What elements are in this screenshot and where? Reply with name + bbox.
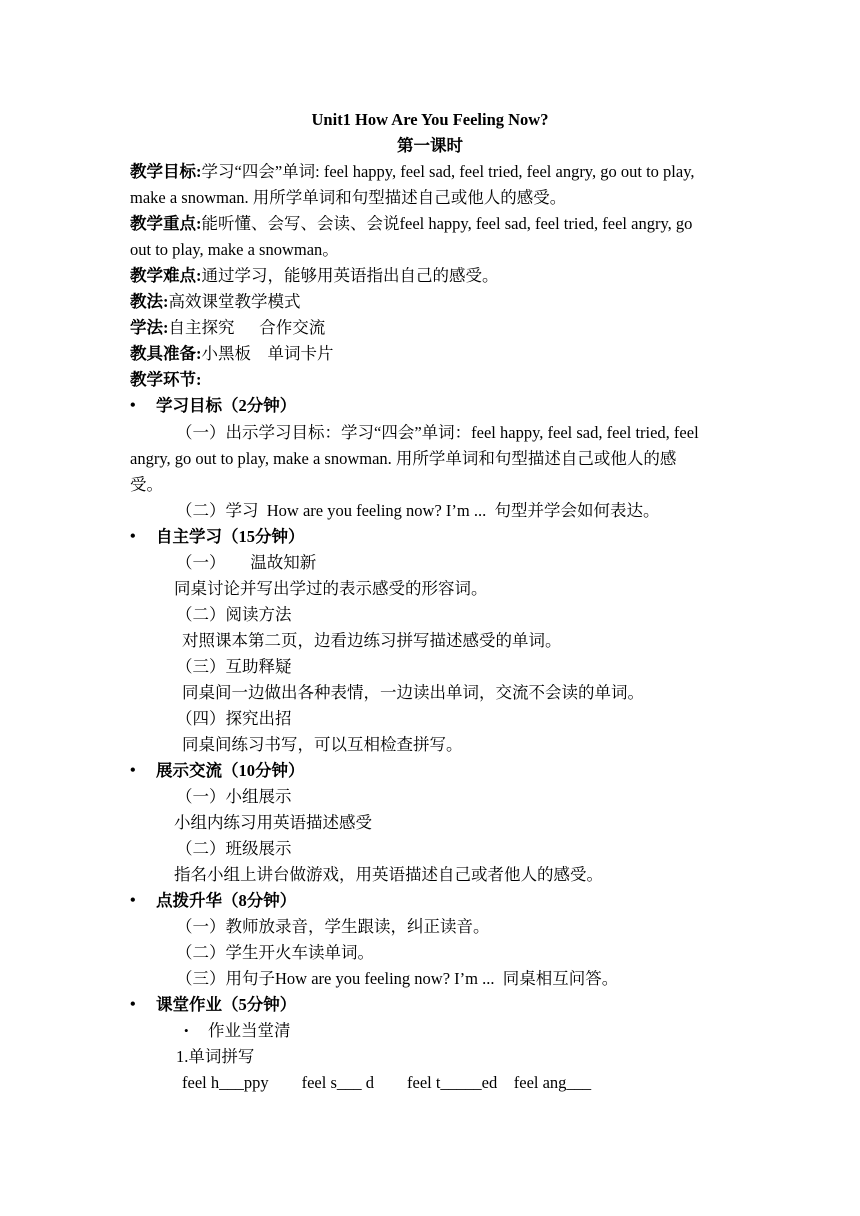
section-heading-3: 展示交流（10分钟）	[156, 761, 305, 780]
study-text: 自主探究 合作交流	[168, 318, 326, 337]
tools-label: 教具准备:	[130, 344, 202, 363]
bullet-icon: •	[130, 528, 136, 545]
keypoints-text-1: 能听懂、会写、会读、会说feel happy, feel sad, feel tried, feel angry, go	[201, 214, 693, 233]
method-line	[130, 289, 738, 315]
section-1-line-2: angry, go out to play, make a snowman. 用所学单词和句型描述自己或他人的感	[130, 449, 677, 468]
section-2-line-7: （四）探究出招	[176, 709, 292, 728]
section-3-line-3: （二）班级展示	[176, 839, 292, 858]
section-2-line-2: 同桌讨论并写出学过的表示感受的形容词。	[174, 579, 488, 598]
document-title: Unit1 How Are You Feeling Now?	[311, 110, 549, 129]
section-2-line-5: （三）互助释疑	[176, 657, 292, 676]
section-4-line-1: （一）教师放录音，学生跟读，纠正读音。	[176, 917, 490, 936]
section-heading-1: 学习目标（2分钟）	[156, 396, 297, 415]
section-5-sub: 作业当堂清	[208, 1021, 291, 1040]
section-3-line-4: 指名小组上讲台做游戏，用英语描述自己或者他人的感受。	[174, 865, 603, 884]
section-5-line-1: 1.单词拼写	[176, 1047, 255, 1066]
section-3-line-1: （一）小组展示	[176, 787, 292, 806]
bullet-icon: •	[130, 397, 136, 414]
objectives-label: 教学目标:	[130, 162, 202, 181]
bullet-icon: •	[130, 892, 136, 909]
section-heading-2: 自主学习（15分钟）	[156, 527, 305, 546]
section-2-line-3: （二）阅读方法	[176, 605, 292, 624]
section-heading-4: 点拨升华（8分钟）	[156, 891, 297, 910]
section-1-line-1: （一）出示学习目标：学习“四会”单词：feel happy, feel sad, feel tried, feel	[176, 423, 699, 442]
difficulty-text: 通过学习，能够用英语指出自己的感受。	[201, 266, 499, 285]
difficulty-label: 教学难点:	[130, 266, 202, 285]
study-label: 学法:	[130, 318, 169, 337]
keypoints-label: 教学重点:	[130, 214, 202, 233]
section-2-line-8: 同桌间练习书写，可以互相检查拼写。	[182, 735, 463, 754]
section-4-line-3: （三）用句子How are you feeling now? I’m ... 同桌相互问答。	[176, 969, 619, 988]
objectives-text-1: 学习“四会”单词: feel happy, feel sad, feel tried, feel angry, go out to play,	[201, 162, 695, 181]
section-2-line-6: 同桌间一边做出各种表情，一边读出单词，交流不会读的单词。	[182, 683, 644, 702]
objectives-text-2: make a snowman. 用所学单词和句型描述自己或他人的感受。	[130, 188, 567, 207]
section-1-line-4: （二）学习 How are you feeling now? I’m ... 句型并学会如何表达。	[176, 501, 660, 520]
sub-bullet-icon: •	[184, 1023, 189, 1038]
section-2-line-1: （一） 温故知新	[176, 553, 317, 572]
section-heading-5: 课堂作业（5分钟）	[156, 995, 297, 1014]
section-3-line-2: 小组内练习用英语描述感受	[174, 813, 372, 832]
section-2-line-4: 对照课本第二页，边看边练习拼写描述感受的单词。	[182, 631, 562, 650]
study-line	[130, 315, 738, 341]
bullet-icon: •	[130, 762, 136, 779]
method-text: 高效课堂教学模式	[168, 292, 301, 311]
tools-text: 小黑板 单词卡片	[201, 344, 334, 363]
tools-line	[130, 341, 738, 367]
keypoints-text-2: out to play, make a snowman。	[130, 240, 339, 259]
method-label: 教法:	[130, 292, 169, 311]
section-1-line-3: 受。	[130, 475, 163, 494]
difficulty-line	[130, 263, 738, 289]
keypoints-line-1	[130, 211, 738, 237]
document-subtitle: 第一课时	[397, 136, 463, 155]
section-5-line-2: feel h___ppy feel s___ d feel t_____ed feel ang___	[182, 1073, 592, 1092]
bullet-icon: •	[130, 996, 136, 1013]
steps-label: 教学环节:	[130, 370, 202, 389]
objectives-line-1	[130, 159, 738, 185]
section-4-line-2: （二）学生开火车读单词。	[176, 943, 374, 962]
